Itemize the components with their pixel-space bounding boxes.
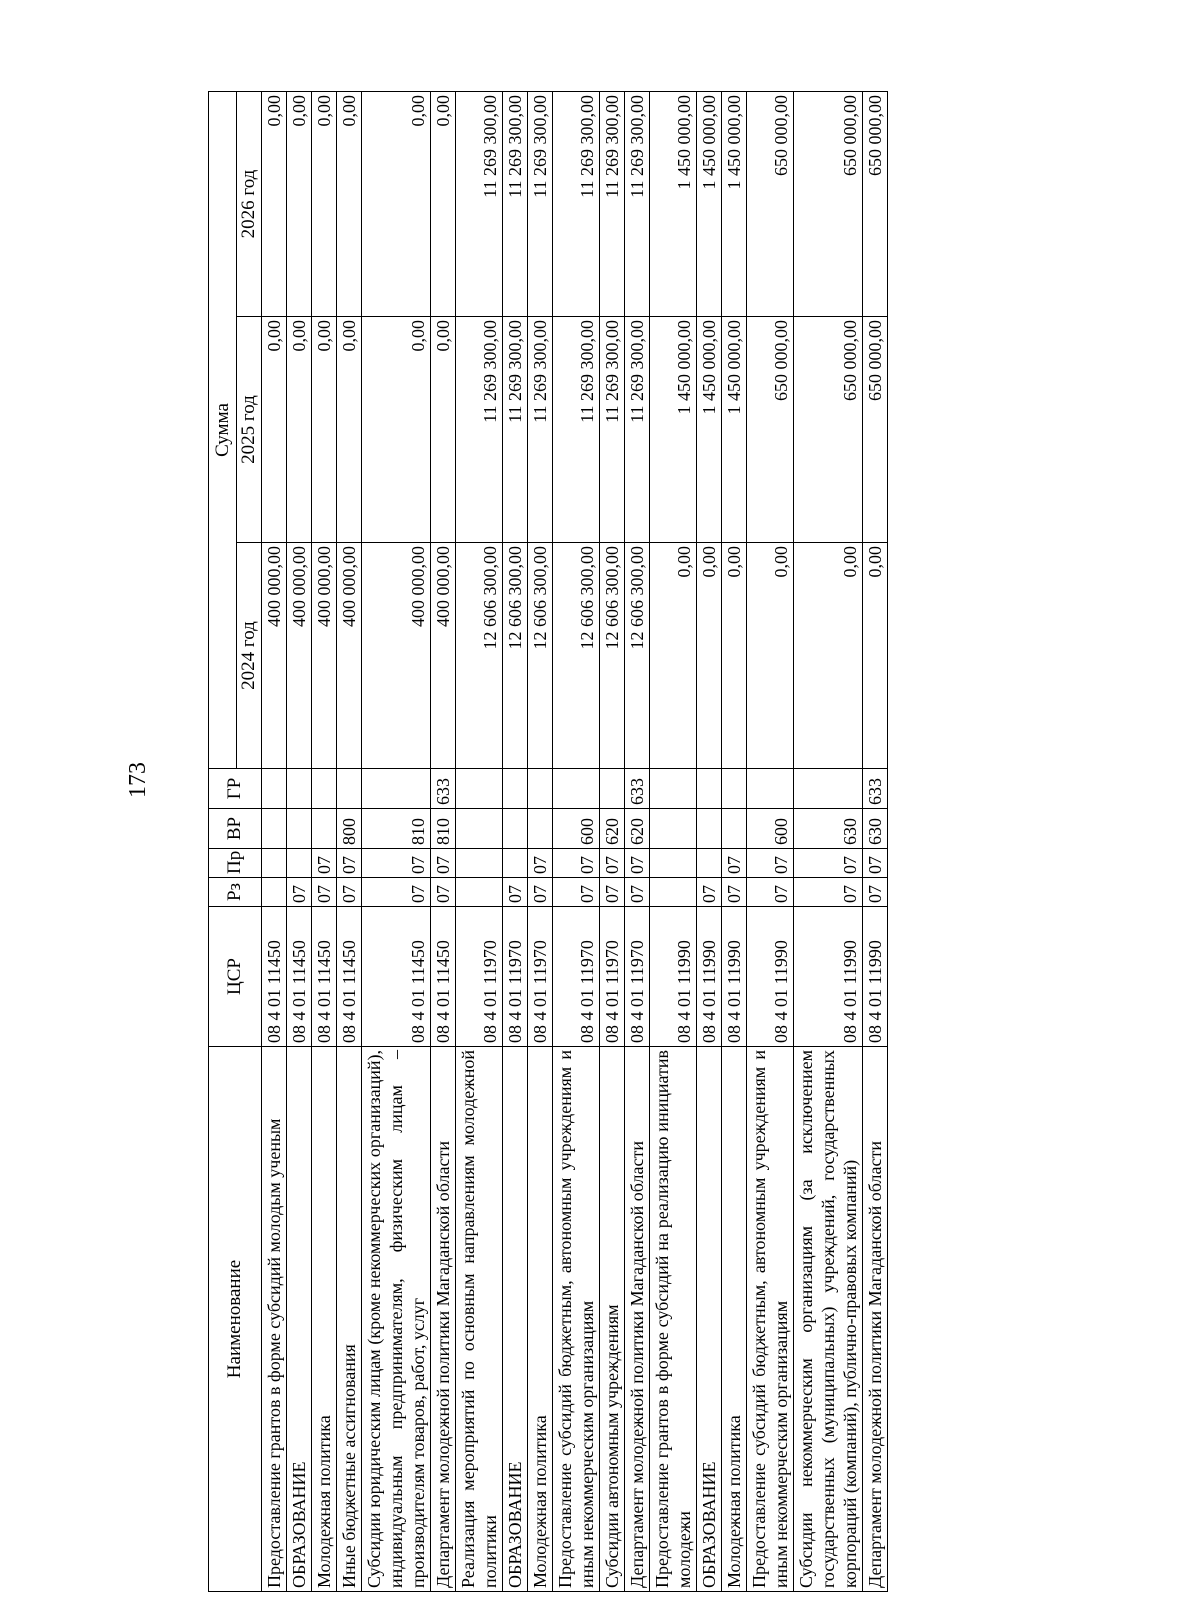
row-vr [650, 809, 697, 849]
header-2024: 2024 год [237, 543, 262, 769]
header-csr: ЦСР [209, 907, 262, 1047]
row-rz: 07 [312, 878, 337, 907]
row-amount-2024: 12 606 300,00 [600, 543, 625, 769]
row-amount-2025: 11 269 300,00 [625, 317, 650, 543]
table-row [625, 91, 650, 1591]
table-row [287, 91, 312, 1591]
row-csr: 08 4 01 11970 [553, 907, 600, 1047]
header-vr: ВР [209, 809, 262, 849]
header-gr: ГР [209, 769, 262, 809]
row-pr [503, 849, 528, 878]
row-pr: 07 [625, 849, 650, 878]
row-amount-2026: 1 450 000,00 [650, 91, 697, 316]
row-pr [456, 849, 503, 878]
row-vr [312, 809, 337, 849]
row-pr: 07 [431, 849, 456, 878]
row-pr: 07 [312, 849, 337, 878]
row-amount-2024: 12 606 300,00 [528, 543, 553, 769]
row-name: Молодежная политика [722, 1047, 747, 1592]
row-name: Предоставление субсидий бюджетным, автономным учреждениям и иным некоммерческим организациям [553, 1047, 600, 1592]
row-gr: 633 [431, 769, 456, 809]
row-gr [503, 769, 528, 809]
row-vr [287, 809, 312, 849]
row-amount-2025: 11 269 300,00 [600, 317, 625, 543]
table-row [722, 91, 747, 1591]
row-vr: 620 [600, 809, 625, 849]
row-amount-2026: 0,00 [431, 91, 456, 316]
row-rz: 07 [553, 878, 600, 907]
row-gr [337, 769, 362, 809]
row-gr [553, 769, 600, 809]
row-amount-2026: 0,00 [262, 91, 287, 316]
row-pr: 07 [794, 849, 863, 878]
budget-table [208, 91, 888, 1592]
row-rz: 07 [722, 878, 747, 907]
row-amount-2025: 0,00 [312, 317, 337, 543]
row-csr: 08 4 01 11990 [863, 907, 888, 1047]
row-amount-2024: 400 000,00 [262, 543, 287, 769]
row-csr: 08 4 01 11970 [456, 907, 503, 1047]
row-pr: 07 [362, 849, 431, 878]
row-rz [456, 878, 503, 907]
row-rz [650, 878, 697, 907]
table-row [650, 91, 697, 1591]
row-amount-2024: 400 000,00 [287, 543, 312, 769]
header-row [209, 91, 237, 1591]
row-amount-2025: 650 000,00 [794, 317, 863, 543]
row-amount-2025: 650 000,00 [863, 317, 888, 543]
header-rz: Рз [209, 878, 262, 907]
row-pr: 07 [863, 849, 888, 878]
row-rz: 07 [747, 878, 794, 907]
table-row [528, 91, 553, 1591]
row-amount-2025: 0,00 [262, 317, 287, 543]
row-amount-2026: 0,00 [312, 91, 337, 316]
row-csr: 08 4 01 11990 [794, 907, 863, 1047]
table-row [794, 91, 863, 1591]
row-rz: 07 [287, 878, 312, 907]
row-pr [650, 849, 697, 878]
row-amount-2024: 0,00 [794, 543, 863, 769]
row-amount-2025: 11 269 300,00 [456, 317, 503, 543]
row-pr: 07 [600, 849, 625, 878]
row-rz: 07 [431, 878, 456, 907]
row-pr: 07 [528, 849, 553, 878]
row-amount-2026: 11 269 300,00 [553, 91, 600, 316]
row-pr: 07 [722, 849, 747, 878]
table-row [431, 91, 456, 1591]
row-gr [312, 769, 337, 809]
row-amount-2026: 650 000,00 [863, 91, 888, 316]
row-gr: 633 [863, 769, 888, 809]
row-amount-2025: 0,00 [287, 317, 312, 543]
rotated-page-content [208, 92, 1118, 1592]
row-name: Предоставление субсидий бюджетным, автономным учреждениям и иным некоммерческим организациям [747, 1047, 794, 1592]
row-amount-2024: 400 000,00 [431, 543, 456, 769]
row-csr: 08 4 01 11990 [722, 907, 747, 1047]
row-amount-2026: 1 450 000,00 [722, 91, 747, 316]
row-vr: 800 [337, 809, 362, 849]
row-name: Реализация мероприятий по основным направлениям молодежной политики [456, 1047, 503, 1592]
row-name: Департамент молодежной политики Магаданской области [625, 1047, 650, 1592]
row-amount-2025: 11 269 300,00 [528, 317, 553, 543]
row-csr: 08 4 01 11990 [747, 907, 794, 1047]
row-rz: 07 [362, 878, 431, 907]
row-amount-2024: 400 000,00 [312, 543, 337, 769]
table-row [337, 91, 362, 1591]
row-amount-2024: 12 606 300,00 [625, 543, 650, 769]
row-amount-2024: 12 606 300,00 [503, 543, 528, 769]
row-pr: 07 [553, 849, 600, 878]
row-gr [747, 769, 794, 809]
table-row [456, 91, 503, 1591]
table-row [697, 91, 722, 1591]
row-gr [794, 769, 863, 809]
row-vr [697, 809, 722, 849]
row-gr [362, 769, 431, 809]
table-row [262, 91, 287, 1591]
row-amount-2025: 11 269 300,00 [503, 317, 528, 543]
row-amount-2024: 0,00 [650, 543, 697, 769]
row-amount-2026: 11 269 300,00 [600, 91, 625, 316]
row-rz: 07 [503, 878, 528, 907]
row-csr: 08 4 01 11450 [431, 907, 456, 1047]
row-csr: 08 4 01 11970 [625, 907, 650, 1047]
row-amount-2024: 0,00 [747, 543, 794, 769]
row-amount-2026: 11 269 300,00 [503, 91, 528, 316]
table-body [262, 91, 888, 1591]
row-amount-2026: 0,00 [287, 91, 312, 316]
row-name: Молодежная политика [312, 1047, 337, 1592]
header-name: Наименование [209, 1047, 262, 1592]
row-rz: 07 [863, 878, 888, 907]
row-amount-2026: 11 269 300,00 [456, 91, 503, 316]
row-amount-2024: 0,00 [697, 543, 722, 769]
table-row [312, 91, 337, 1591]
row-gr [600, 769, 625, 809]
header-pr: Пр [209, 849, 262, 878]
page-number: 173 [125, 762, 151, 798]
row-amount-2024: 0,00 [722, 543, 747, 769]
table-row [362, 91, 431, 1591]
row-csr: 08 4 01 11990 [697, 907, 722, 1047]
row-name: Субсидии юридическим лицам (кроме некоммерческих организаций), индивидуальным предпринимателям, физическим лицам – производителям товаров, работ, услуг [362, 1047, 431, 1592]
row-amount-2025: 1 450 000,00 [697, 317, 722, 543]
row-vr [456, 809, 503, 849]
row-amount-2026: 11 269 300,00 [528, 91, 553, 316]
row-gr [287, 769, 312, 809]
row-amount-2026: 650 000,00 [794, 91, 863, 316]
row-amount-2026: 0,00 [362, 91, 431, 316]
row-gr: 633 [625, 769, 650, 809]
row-amount-2024: 400 000,00 [337, 543, 362, 769]
row-rz [262, 878, 287, 907]
row-pr: 07 [337, 849, 362, 878]
row-csr: 08 4 01 11450 [312, 907, 337, 1047]
table-row [747, 91, 794, 1591]
row-gr [528, 769, 553, 809]
row-vr: 810 [362, 809, 431, 849]
row-amount-2026: 11 269 300,00 [625, 91, 650, 316]
row-amount-2024: 0,00 [863, 543, 888, 769]
row-vr: 630 [863, 809, 888, 849]
row-gr [456, 769, 503, 809]
header-2025: 2025 год [237, 317, 262, 543]
row-rz: 07 [600, 878, 625, 907]
row-amount-2026: 0,00 [337, 91, 362, 316]
row-gr [697, 769, 722, 809]
row-pr [287, 849, 312, 878]
row-csr: 08 4 01 11990 [650, 907, 697, 1047]
row-name: ОБРАЗОВАНИЕ [503, 1047, 528, 1592]
table-row [553, 91, 600, 1591]
row-pr [262, 849, 287, 878]
table-row [863, 91, 888, 1591]
row-name: Предоставление грантов в форме субсидий молодым ученым [262, 1047, 287, 1592]
row-rz: 07 [528, 878, 553, 907]
row-rz: 07 [337, 878, 362, 907]
row-gr [650, 769, 697, 809]
row-vr [528, 809, 553, 849]
row-amount-2025: 1 450 000,00 [650, 317, 697, 543]
row-amount-2025: 0,00 [337, 317, 362, 543]
row-amount-2025: 0,00 [362, 317, 431, 543]
row-amount-2025: 1 450 000,00 [722, 317, 747, 543]
row-csr: 08 4 01 11970 [503, 907, 528, 1047]
row-csr: 08 4 01 11450 [362, 907, 431, 1047]
row-csr: 08 4 01 11450 [262, 907, 287, 1047]
header-2026: 2026 год [237, 91, 262, 316]
row-vr [503, 809, 528, 849]
row-csr: 08 4 01 11970 [600, 907, 625, 1047]
row-amount-2025: 650 000,00 [747, 317, 794, 543]
row-amount-2025: 0,00 [431, 317, 456, 543]
row-name: Субсидии некоммерческим организациям (за исключением государственных (муниципальных) учреждений, государственных корпораций (компаний), публично-правовых компаний) [794, 1047, 863, 1592]
table-row [600, 91, 625, 1591]
row-vr: 600 [747, 809, 794, 849]
row-amount-2025: 11 269 300,00 [553, 317, 600, 543]
row-amount-2024: 12 606 300,00 [553, 543, 600, 769]
row-name: Иные бюджетные ассигнования [337, 1047, 362, 1592]
row-gr [262, 769, 287, 809]
header-sum: Сумма [209, 91, 237, 768]
row-rz: 07 [625, 878, 650, 907]
row-vr [262, 809, 287, 849]
row-vr: 600 [553, 809, 600, 849]
row-name: Предоставление грантов в форме субсидий на реализацию инициатив молодежи [650, 1047, 697, 1592]
row-vr [722, 809, 747, 849]
row-name: Департамент молодежной политики Магаданской области [431, 1047, 456, 1592]
row-vr: 810 [431, 809, 456, 849]
table-row [503, 91, 528, 1591]
row-name: ОБРАЗОВАНИЕ [697, 1047, 722, 1592]
row-name: Субсидии автономным учреждениям [600, 1047, 625, 1592]
row-rz: 07 [794, 878, 863, 907]
row-name: Департамент молодежной политики Магаданской области [863, 1047, 888, 1592]
row-vr: 630 [794, 809, 863, 849]
row-amount-2026: 1 450 000,00 [697, 91, 722, 316]
row-pr [697, 849, 722, 878]
row-csr: 08 4 01 11450 [287, 907, 312, 1047]
row-pr: 07 [747, 849, 794, 878]
row-amount-2026: 650 000,00 [747, 91, 794, 316]
row-csr: 08 4 01 11970 [528, 907, 553, 1047]
row-vr: 620 [625, 809, 650, 849]
row-amount-2024: 12 606 300,00 [456, 543, 503, 769]
row-amount-2024: 400 000,00 [362, 543, 431, 769]
row-name: Молодежная политика [528, 1047, 553, 1592]
row-name: ОБРАЗОВАНИЕ [287, 1047, 312, 1592]
row-gr [722, 769, 747, 809]
row-rz: 07 [697, 878, 722, 907]
row-csr: 08 4 01 11450 [337, 907, 362, 1047]
